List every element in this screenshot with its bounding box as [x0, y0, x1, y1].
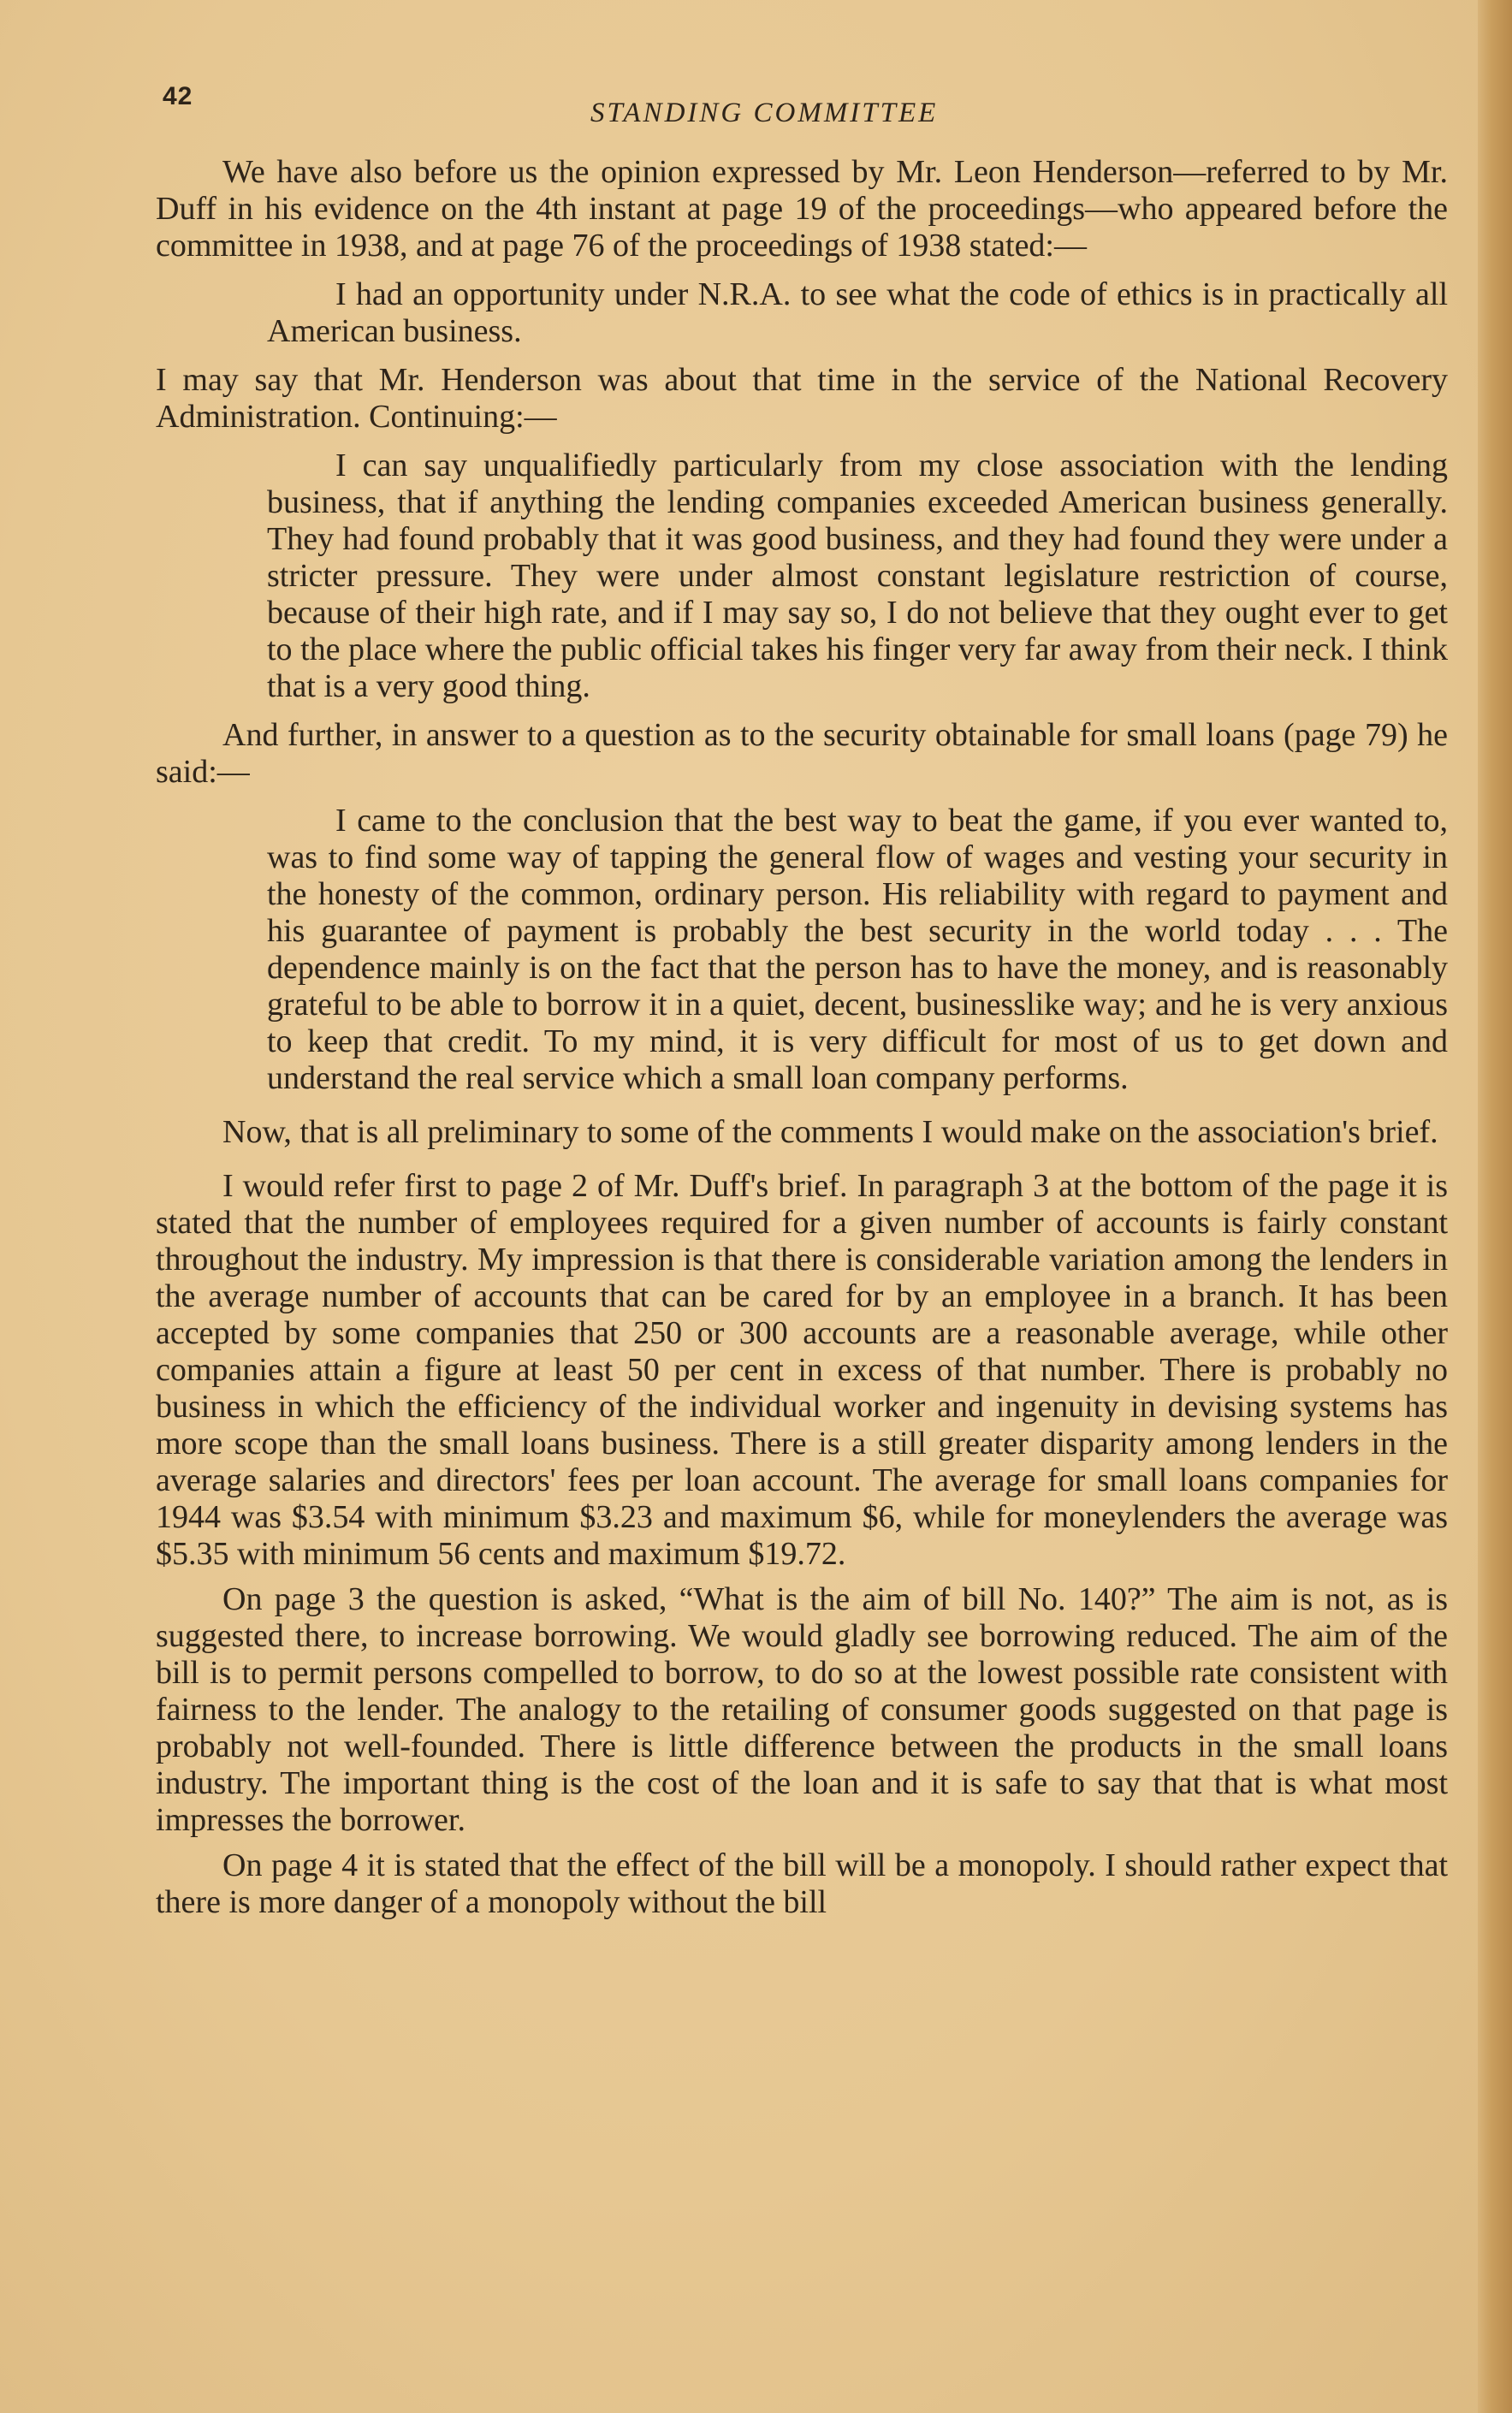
- page-edge: [1478, 0, 1512, 2413]
- paragraph: I would refer first to page 2 of Mr. Duff's brief. In paragraph 3 at the bottom of the page it is stated that the number of employees required for a given number of accounts is fairly constant throughout the industry. My impression is that there is considerable variation among the lenders in the average number of accounts that can be cared for by an employee in a branch. It has been accepted by some companies that 250 or 300 accounts are a reasonable average, while other companies attain a figure at least 50 per cent in excess of that number. There is probably no business in which the efficiency of the individual worker and ingenuity in devising systems has more scope than the small loans business. There is a still greater disparity among lenders in the average salaries and directors' fees per loan account. The average for small loans companies for 1944 was $3.54 with minimum $3.23 and maximum $6, while for moneylenders the average was $5.35 with minimum 56 cents and maximum $19.72.: [156, 1168, 1448, 1572]
- paragraph: I may say that Mr. Henderson was about that time in the service of the National Recovery Administration. Continuing:—: [156, 362, 1448, 435]
- running-head: STANDING COMMITTEE: [590, 98, 939, 128]
- paragraph: On page 3 the question is asked, “What is the aim of bill No. 140?” The aim is not, as is suggested there, to increase borrowing. We would gladly see borrowing reduced. The aim of the bill is to permit persons compelled to borrow, to do so at the lowest possible rate consistent with fairness to the lender. The analogy to the retailing of consumer goods suggested on that page is probably not well-founded. There is little difference between the products in the small loans industry. The important thing is the cost of the loan and it is safe to say that that is what most impresses the borrower.: [156, 1581, 1448, 1838]
- body-text: [156, 154, 1448, 1930]
- page-number: 42: [163, 82, 193, 110]
- block-quote: I had an opportunity under N.R.A. to see what the code of ethics is in practically all American business.: [267, 276, 1448, 349]
- paragraph: We have also before us the opinion expressed by Mr. Leon Henderson—referred to by Mr. Duff in his evidence on the 4th instant at page 19 of the proceedings—who appeared before the committee in 1938, and at page 76 of the proceedings of 1938 stated:—: [156, 154, 1448, 264]
- paragraph: And further, in answer to a question as to the security obtainable for small loans (page 79) he said:—: [156, 717, 1448, 790]
- block-quote: I can say unqualifiedly particularly from my close association with the lending business, that if anything the lending companies exceeded American business generally. They had found probably that it was good business, and they had found they were under a stricter pressure. They were under almost constant legislature restriction of course, because of their high rate, and if I may say so, I do not believe that they ought ever to get to the place where the public official takes his finger very far away from their neck. I think that is a very good thing.: [267, 448, 1448, 704]
- block-quote: I came to the conclusion that the best way to beat the game, if you ever wanted to, was to find some way of tapping the general flow of wages and vesting your security in the honesty of the common, ordinary person. His reliability with regard to payment and his guarantee of payment is probably the best security in the world today . . . The dependence mainly is on the fact that the person has to have the money, and is reasonably grateful to be able to borrow it in a quiet, decent, businesslike way; and he is very anxious to keep that credit. To my mind, it is very difficult for most of us to get down and understand the real service which a small loan company performs.: [267, 803, 1448, 1096]
- paragraph: Now, that is all preliminary to some of the comments I would make on the association's brief.: [222, 1114, 1438, 1150]
- paragraph: On page 4 it is stated that the effect of the bill will be a monopoly. I should rather expect that there is more danger of a monopoly without the bill: [156, 1847, 1448, 1920]
